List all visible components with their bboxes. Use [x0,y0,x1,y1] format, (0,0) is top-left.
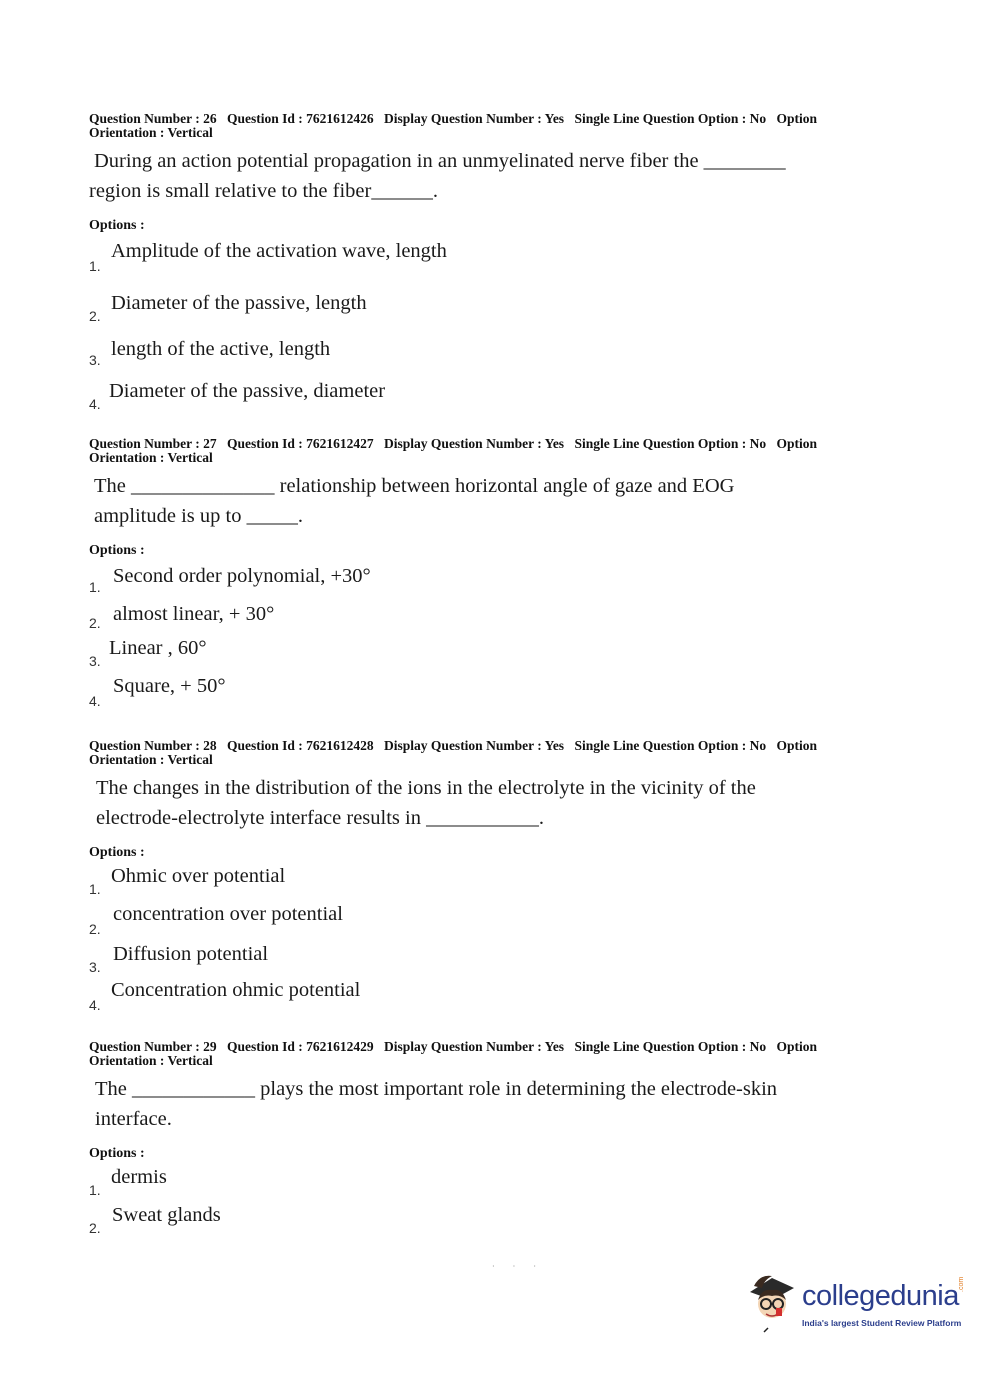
option-number: 2. [89,308,101,324]
option-orientation-a: Option [776,1039,817,1054]
option-text: Sweat glands [112,1204,221,1226]
option-text: Diameter of the passive, diameter [109,380,386,402]
option-item[interactable] [89,863,869,901]
options-label: Options : [89,845,145,860]
logo-suffix: .com [958,1276,965,1292]
option-number: 1. [89,579,101,595]
option-text: concentration over potential [113,903,343,925]
question-text-line: interface. [95,1108,172,1130]
option-orientation-a: Option [776,111,817,126]
option-number: 2. [89,615,101,631]
display-question-number: Display Question Number : Yes [384,111,565,126]
question-number: Question Number : 27 [89,436,217,451]
option-text: Concentration ohmic potential [111,979,361,1001]
option-orientation-a: Option [776,738,817,753]
option-text: Second order polynomial, +30° [113,565,371,587]
question-text-line: region is small relative to the fiber______. [89,180,438,202]
option-item[interactable] [89,635,869,673]
collegedunia-logo[interactable] [742,1268,972,1340]
option-text: dermis [111,1166,167,1188]
question-text-line: The ____________ plays the most important role in determining the electrode-skin [95,1078,778,1100]
single-line-option: Single Line Question Option : No [574,738,767,753]
question-number: Question Number : 28 [89,738,217,753]
options-label: Options : [89,1146,145,1161]
question-block [89,1040,869,1240]
option-item[interactable] [89,334,869,376]
option-item[interactable] [89,941,869,977]
question-meta [89,437,869,465]
option-number: 2. [89,1220,101,1236]
option-number: 3. [89,959,101,975]
option-text: Diameter of the passive, length [111,292,367,314]
question-block [89,437,869,711]
option-item[interactable] [89,1202,869,1240]
options-label: Options : [89,218,145,233]
question-block [89,112,869,418]
question-text-line: The ______________ relationship between horizontal angle of gaze and EOG [94,475,735,497]
question-id: Question Id : 7621612427 [227,436,374,451]
option-orientation-b: Orientation : Vertical [89,752,213,767]
question-text-line: During an action potential propagation in an unmyelinated nerve fiber the ________ [94,150,786,172]
option-item[interactable] [89,1164,869,1202]
single-line-option: Single Line Question Option : No [574,1039,767,1054]
question-text-line: electrode-electrolyte interface results in ___________. [96,807,544,829]
option-number: 4. [89,997,101,1013]
scan-artifact: · · · [492,1262,544,1271]
single-line-option: Single Line Question Option : No [574,111,767,126]
option-item[interactable] [89,673,869,711]
question-number: Question Number : 26 [89,111,217,126]
option-number: 4. [89,693,101,709]
question-text-line: amplitude is up to _____. [94,505,303,527]
options-label: Options : [89,543,145,558]
question-text [89,1074,869,1134]
option-text: Square, + 50° [113,675,226,697]
collegedunia-mascot-icon [742,1270,800,1334]
option-item[interactable] [89,288,869,334]
option-item[interactable] [89,376,869,418]
question-block [89,739,869,1015]
single-line-option: Single Line Question Option : No [574,436,767,451]
option-number: 4. [89,396,101,412]
option-orientation-b: Orientation : Vertical [89,125,213,140]
question-text [89,146,869,206]
option-text: Amplitude of the activation wave, length [111,240,447,262]
question-meta [89,1040,869,1068]
option-text: Diffusion potential [113,943,269,965]
question-number: Question Number : 29 [89,1039,217,1054]
question-meta [89,112,869,140]
option-number: 3. [89,653,101,669]
display-question-number: Display Question Number : Yes [384,1039,565,1054]
option-orientation-a: Option [776,436,817,451]
option-text: length of the active, length [111,338,331,360]
option-text: almost linear, + 30° [113,603,275,625]
option-number: 1. [89,881,101,897]
option-item[interactable] [89,977,869,1015]
option-orientation-b: Orientation : Vertical [89,1053,213,1068]
option-number: 1. [89,1182,101,1198]
logo-wordmark: collegedunia [802,1280,959,1312]
option-orientation-b: Orientation : Vertical [89,450,213,465]
option-item[interactable] [89,901,869,941]
option-item[interactable] [89,561,869,599]
option-number: 3. [89,352,101,368]
option-number: 2. [89,921,101,937]
question-id: Question Id : 7621612428 [227,738,374,753]
option-item[interactable] [89,599,869,635]
display-question-number: Display Question Number : Yes [384,436,565,451]
option-number: 1. [89,258,101,274]
question-text [89,471,869,531]
option-text: Linear , 60° [109,637,207,659]
logo-tagline: India's largest Student Review Platform [802,1318,962,1328]
question-text [89,773,869,833]
option-item[interactable] [89,236,869,288]
question-text-line: The changes in the distribution of the ions in the electrolyte in the vicinity of the [96,777,756,799]
question-id: Question Id : 7621612429 [227,1039,374,1054]
display-question-number: Display Question Number : Yes [384,738,565,753]
option-text: Ohmic over potential [111,865,286,887]
question-meta [89,739,869,767]
question-id: Question Id : 7621612426 [227,111,374,126]
